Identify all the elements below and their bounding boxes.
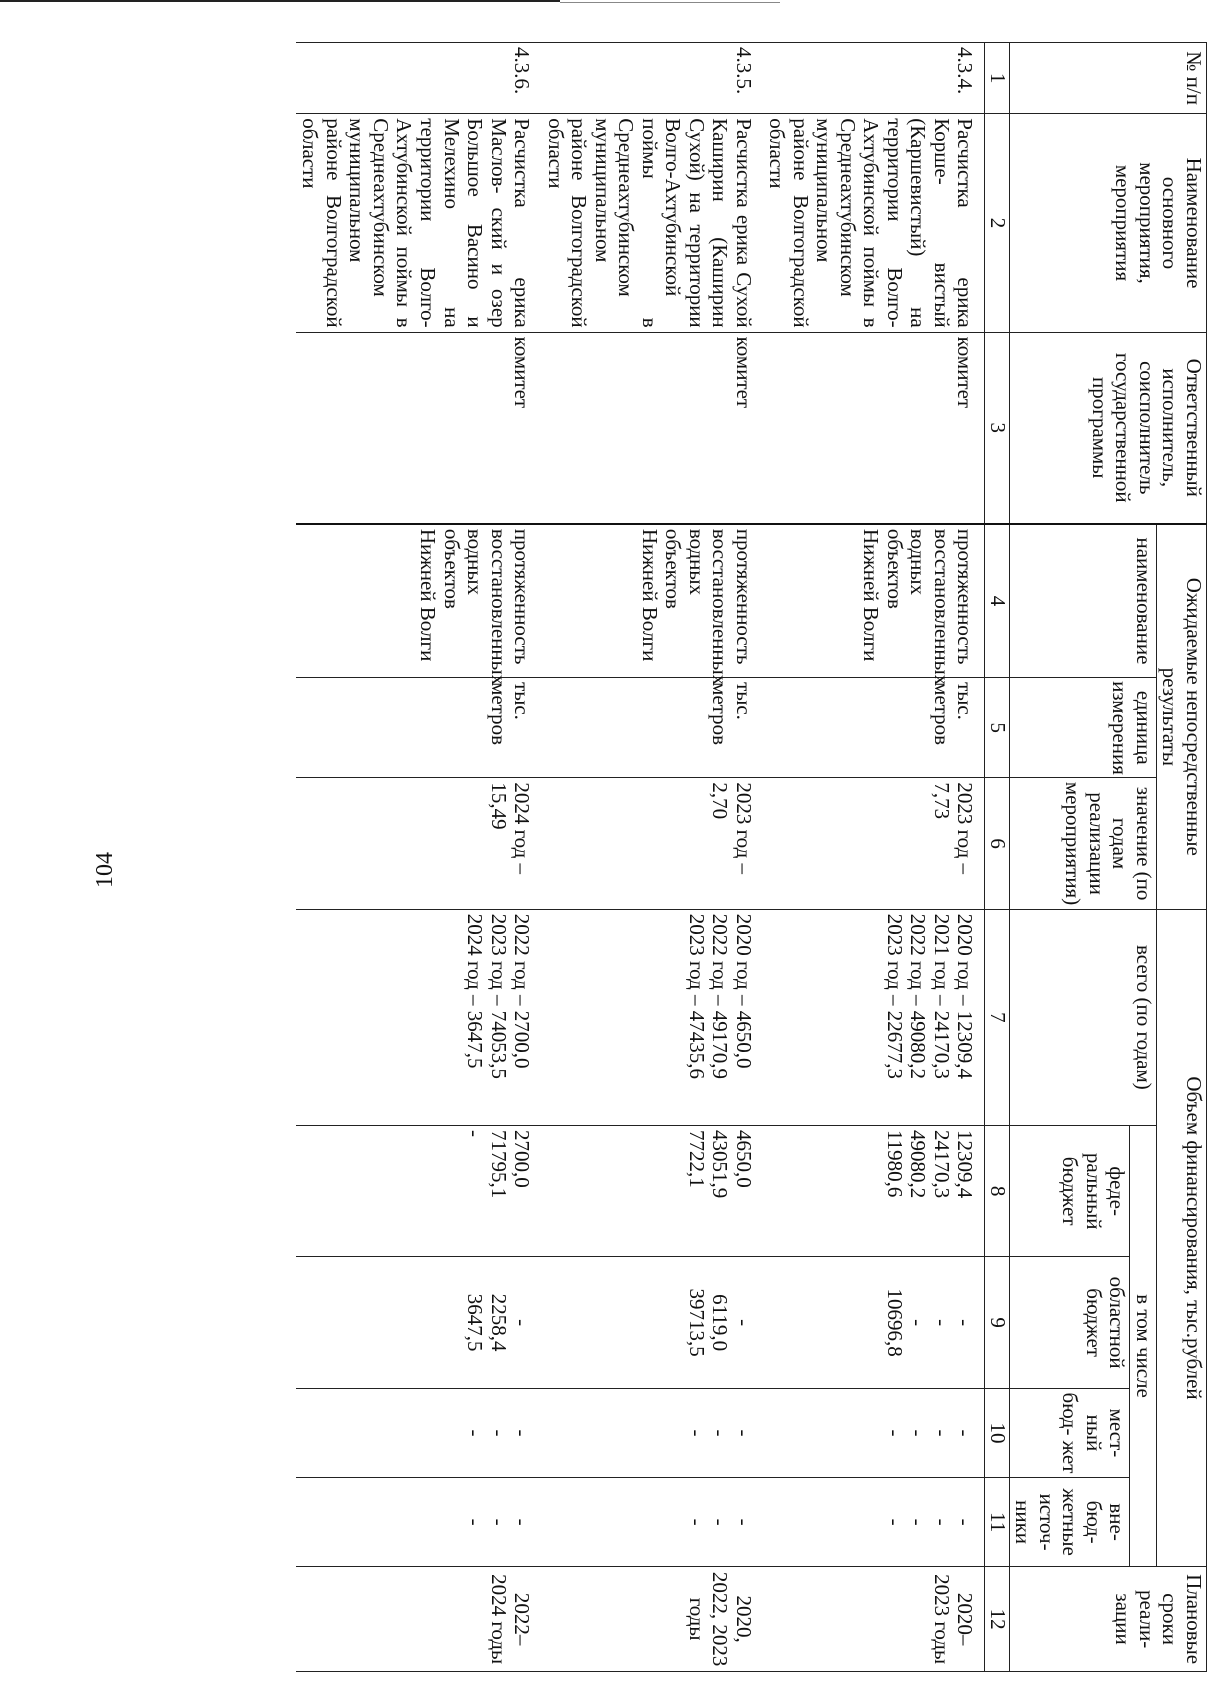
total-by-year-line: 2024 год – 3647,5 (463, 913, 488, 1069)
extra-budget-line: - (953, 1518, 978, 1526)
regional-budget-line: - (953, 1319, 978, 1327)
total-by-year-line: 2020 год – 4650,0 (731, 913, 756, 1069)
federal-budget (763, 1125, 985, 1256)
local-budget-line: - (463, 1429, 488, 1437)
regional-budget-line: - (906, 1319, 931, 1327)
total-by-year-line: 2023 год – 47435,6 (684, 913, 709, 1079)
result-unit: тыс. метров (541, 678, 763, 778)
col-number: 5 (985, 678, 1010, 778)
col-number: 10 (985, 1388, 1010, 1477)
responsible-executor: комитет (296, 332, 541, 524)
table-row (541, 43, 763, 1672)
regional-budget-line: - (510, 1319, 535, 1327)
total-by-year-line: 2021 год – 24170,3 (929, 913, 954, 1079)
result-value: 2023 год – 7,73 (763, 778, 985, 909)
col-number: 1 (985, 43, 1010, 114)
header-terms: Плановые сроки реали- зации (1009, 1567, 1206, 1672)
result-name: протяженность восстановленных водных объектов Нижней Волги (763, 524, 985, 678)
header-unit: единица измерения (1009, 678, 1156, 778)
activity-name: Расчистка ерика Корше- вистый (Каршевистый) на территории Волго- Ахтубинской поймы в Среднеахтубинском муниципальном районе Волгоградской области (763, 114, 985, 332)
row-number: 4.3.6. (296, 43, 541, 114)
regional-budget-line: 3647,5 (463, 1293, 488, 1352)
total-by-year-line: 2022 год – 2700,0 (510, 913, 535, 1069)
extra-budget-line: - (882, 1518, 907, 1526)
local-budget (296, 1388, 541, 1477)
result-name: протяженность восстановленных водных объектов Нижней Волги (541, 524, 763, 678)
col-number: 7 (985, 909, 1010, 1125)
local-budget-line: - (510, 1429, 535, 1437)
total-by-year (296, 909, 541, 1125)
regional-budget-line: 10696,8 (882, 1288, 907, 1357)
responsible-executor: комитет (763, 332, 985, 524)
header-value: значение (по годам реализации мероприятия) (1009, 778, 1156, 909)
header-volume: Объем финансирования, тыс.рублей (1156, 909, 1206, 1566)
total-by-year-line: 2022 год – 49170,9 (708, 913, 733, 1079)
local-budget-line: - (684, 1429, 709, 1437)
extra-budget-line: - (708, 1518, 733, 1526)
financing-table (296, 42, 1207, 1672)
local-budget-line: - (486, 1429, 511, 1437)
local-budget-line: - (731, 1429, 756, 1437)
result-value: 2024 год – 15,49 (296, 778, 541, 909)
federal-budget-line: 7722,1 (684, 1129, 709, 1188)
extra-budget-line: - (929, 1518, 954, 1526)
result-name: протяженность восстановленных водных объектов Нижней Волги (296, 524, 541, 678)
extra-budget-line: - (731, 1518, 756, 1526)
local-budget-line: - (953, 1429, 978, 1437)
scan-edge-line (560, 2, 780, 3)
total-by-year-line: 2023 год – 74053,5 (486, 913, 511, 1079)
header-local: мест- ный бюд- жет (1009, 1388, 1130, 1477)
col-number: 8 (985, 1125, 1010, 1256)
federal-budget-line: 2700,0 (510, 1129, 535, 1188)
total-by-year-line: 2022 год – 49080,2 (906, 913, 931, 1079)
activity-name: Расчистка ерика Маслов- ский и озер Большое Васино и Мелехино на территории Волго- Ахтубинской поймы в Среднеахтубинском муниципальном районе Волгоградской области (296, 114, 541, 332)
extra-budget-line: - (463, 1518, 488, 1526)
extra-budget-line: - (486, 1518, 511, 1526)
extra-budget (763, 1478, 985, 1567)
federal-budget (296, 1125, 541, 1256)
local-budget-line: - (882, 1429, 907, 1437)
table-row (296, 43, 541, 1672)
col-number: 3 (985, 332, 1010, 524)
result-unit: тыс. метров (296, 678, 541, 778)
federal-budget-line: - (463, 1129, 488, 1137)
planned-terms: 2022– 2024 годы (296, 1567, 541, 1672)
col-number: 9 (985, 1257, 1010, 1388)
planned-terms: 2020– 2023 годы (763, 1567, 985, 1672)
local-budget (763, 1388, 985, 1477)
local-budget-line: - (906, 1429, 931, 1437)
regional-budget (541, 1257, 763, 1388)
extra-budget-line: - (684, 1518, 709, 1526)
col-number: 2 (985, 114, 1010, 332)
extra-budget (541, 1478, 763, 1567)
federal-budget-line: 24170,3 (929, 1129, 954, 1199)
regional-budget (296, 1257, 541, 1388)
result-unit: тыс. метров (763, 678, 985, 778)
header-total: всего (по годам) (1009, 909, 1156, 1125)
col-number: 4 (985, 524, 1010, 678)
col-number: 6 (985, 778, 1010, 909)
total-by-year (541, 909, 763, 1125)
regional-budget-line: 39713,5 (684, 1288, 709, 1357)
federal-budget-line: 71795,1 (486, 1129, 511, 1199)
scan-edge-line (0, 0, 560, 2)
header-federal: феде- ральный бюджет (1009, 1125, 1130, 1256)
col-number: 12 (985, 1567, 1010, 1672)
col-number: 11 (985, 1478, 1010, 1567)
table-row (763, 43, 985, 1672)
rotated-table-sheet (0, 42, 1207, 1672)
row-number: 4.3.5. (541, 43, 763, 114)
header-name: Наименование основного мероприятия, мероприятия (1009, 114, 1206, 332)
total-by-year (763, 909, 985, 1125)
header-expected: Ожидаемые непосредственные результаты (1156, 524, 1206, 909)
extra-budget-line: - (906, 1518, 931, 1526)
extra-budget-line: - (510, 1518, 535, 1526)
header-regional: областной бюджет (1009, 1257, 1130, 1388)
regional-budget-line: 2258,4 (486, 1293, 511, 1352)
total-by-year-line: 2020 год – 12309,4 (953, 913, 978, 1079)
header-expected-name: наименование (1009, 524, 1156, 678)
planned-terms: 2020, 2022, 2023 годы (541, 1567, 763, 1672)
header-num: № п/п (1009, 43, 1206, 114)
responsible-executor: комитет (541, 332, 763, 524)
regional-budget (763, 1257, 985, 1388)
federal-budget-line: 49080,2 (906, 1129, 931, 1199)
federal-budget-line: 43051,9 (708, 1129, 733, 1199)
extra-budget (296, 1478, 541, 1567)
federal-budget-line: 11980,6 (882, 1129, 907, 1198)
federal-budget-line: 12309,4 (953, 1129, 978, 1199)
federal-budget-line: 4650,0 (731, 1129, 756, 1188)
result-value: 2023 год – 2,70 (541, 778, 763, 909)
local-budget-line: - (708, 1429, 733, 1437)
activity-name: Расчистка ерика Сухой Каширин (Каширин Сухой) на территории Волго-Ахтубинской поймы в Среднеахтубинском муниципальном районе Волгоградской области (541, 114, 763, 332)
total-by-year-line: 2023 год – 22677,3 (882, 913, 907, 1079)
header-extra: вне- бюд- жетные источ- ники (1009, 1478, 1130, 1567)
page-number: 104 (92, 852, 118, 888)
header-including: в том числе (1130, 1125, 1157, 1566)
local-budget-line: - (929, 1429, 954, 1437)
local-budget (541, 1388, 763, 1477)
regional-budget-line: - (929, 1319, 954, 1327)
header-responsible: Ответственный исполнитель, соисполнитель государственной программы (1009, 332, 1206, 524)
regional-budget-line: - (731, 1319, 756, 1327)
regional-budget-line: 6119,0 (708, 1294, 733, 1352)
row-number: 4.3.4. (763, 43, 985, 114)
federal-budget (541, 1125, 763, 1256)
